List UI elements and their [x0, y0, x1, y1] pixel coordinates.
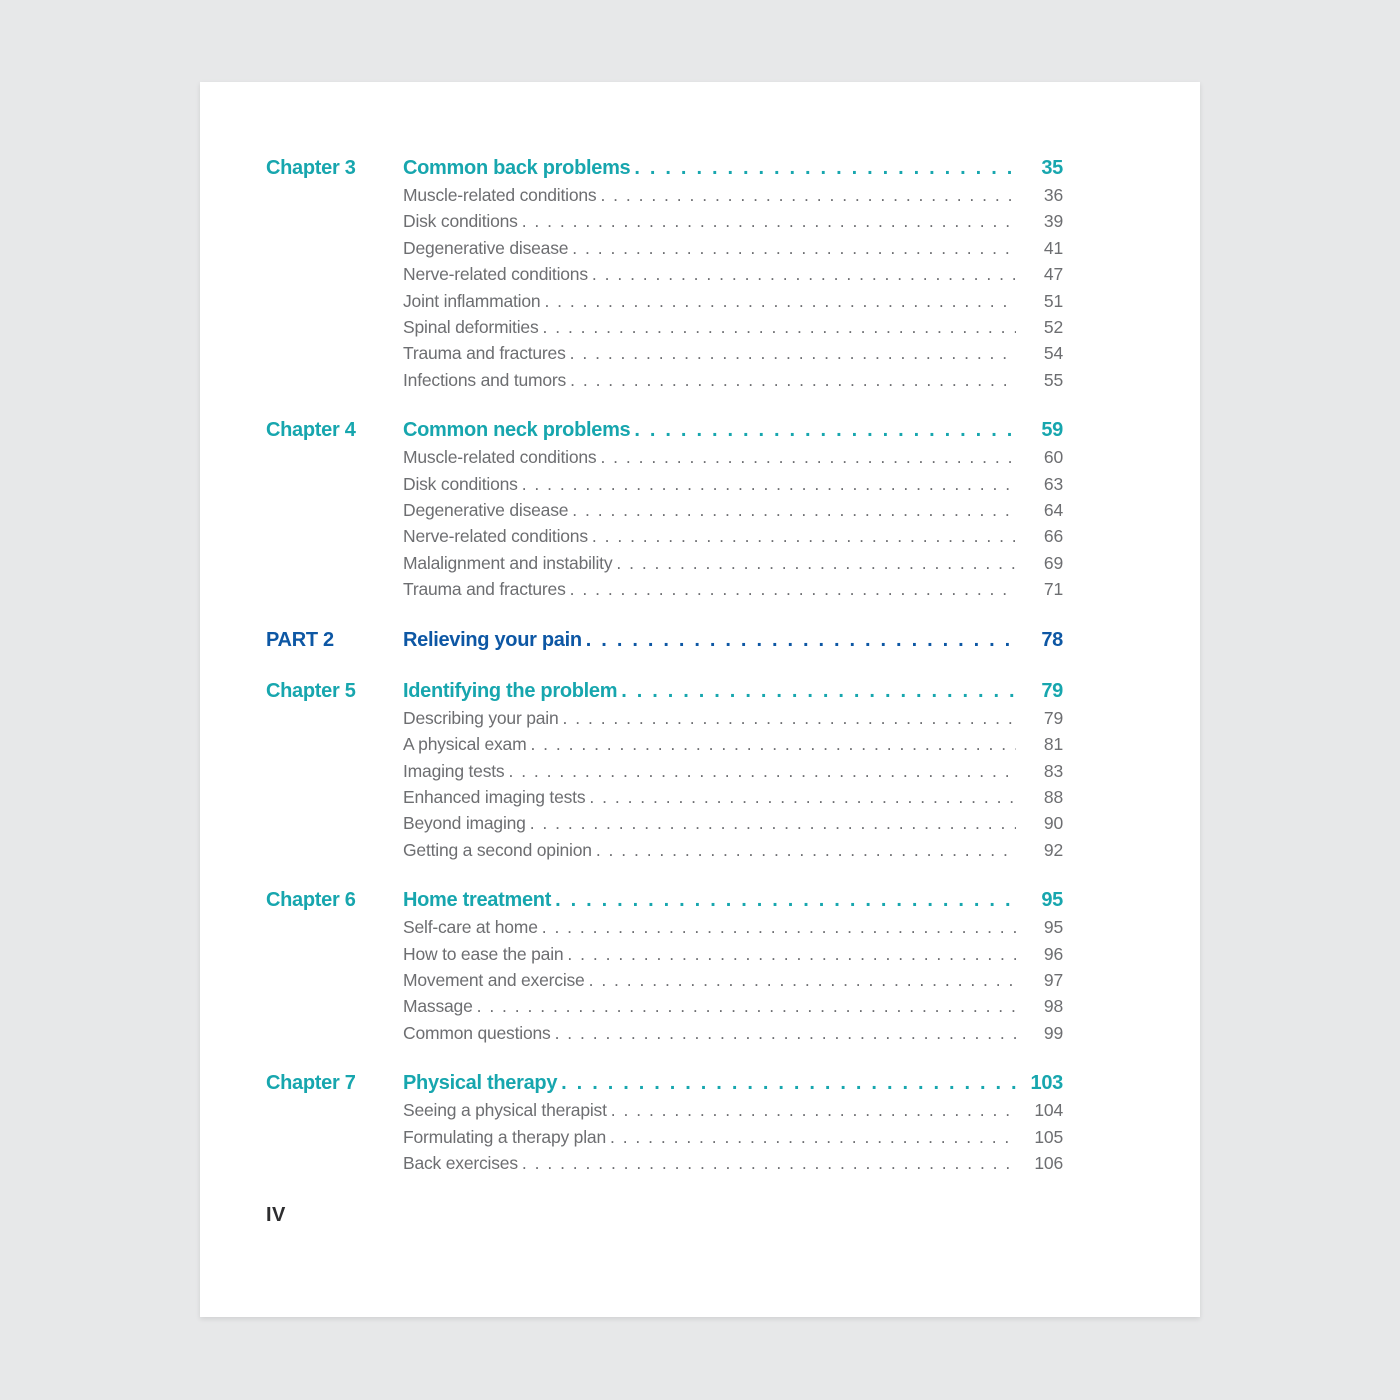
entry-page-number: 39: [1043, 211, 1063, 232]
entry-page-number: 60: [1043, 447, 1063, 468]
dot-leader: [634, 416, 1016, 444]
section-title: Relieving your pain: [403, 628, 582, 651]
toc-entry-row: [266, 1020, 1063, 1046]
section-title: Common neck problems: [403, 419, 631, 442]
dot-leader: [530, 810, 1016, 836]
dot-leader: [589, 967, 1016, 993]
toc-entry-row: [266, 288, 1063, 314]
dot-leader: [543, 314, 1017, 340]
entry-page-number: 54: [1043, 343, 1063, 364]
entry-title: Describing your pain: [403, 707, 559, 728]
entry-title: How to ease the pain: [403, 943, 564, 964]
toc-entry-row: [266, 784, 1063, 810]
dot-leader: [592, 523, 1016, 549]
toc-entry-row: [266, 444, 1063, 470]
dot-leader: [522, 471, 1016, 497]
toc-section-chapter-3: [266, 154, 1063, 393]
section-title: Common back problems: [403, 157, 631, 179]
dot-leader: [592, 261, 1016, 287]
entry-title: Trauma and fractures: [403, 579, 566, 600]
toc-heading-row: [266, 886, 1063, 914]
entry-page-number: 97: [1043, 969, 1063, 990]
dot-leader: [572, 497, 1016, 523]
entry-page-number: 71: [1043, 579, 1063, 600]
entry-page-number: 98: [1043, 996, 1063, 1017]
table-of-contents: [266, 154, 1063, 1176]
toc-section-part-2: [266, 626, 1063, 654]
toc-heading-row: [266, 677, 1063, 705]
entry-page-number: 81: [1043, 734, 1063, 755]
toc-entry-row: [266, 914, 1063, 940]
section-page-number: 35: [1041, 157, 1063, 179]
dot-leader: [611, 1097, 1016, 1123]
toc-heading-row: [266, 626, 1063, 654]
dot-leader: [542, 914, 1016, 940]
toc-entry-row: [266, 340, 1063, 366]
section-page-number: 59: [1041, 419, 1063, 442]
toc-entry-row: [266, 576, 1063, 602]
toc-entry-row: [266, 235, 1063, 261]
entry-title: Movement and exercise: [403, 969, 585, 990]
toc-entry-row: [266, 758, 1063, 784]
toc-entry-row: [266, 471, 1063, 497]
section-title: Identifying the problem: [403, 679, 618, 702]
entry-title: Spinal deformities: [403, 317, 539, 338]
entry-page-number: 64: [1043, 500, 1063, 521]
entry-page-number: 63: [1043, 473, 1063, 494]
toc-entry-row: [266, 941, 1063, 967]
section-label: Chapter 3: [266, 157, 356, 179]
dot-leader: [570, 576, 1016, 602]
dot-leader: [522, 208, 1016, 234]
entry-title: Nerve-related conditions: [403, 526, 588, 547]
dot-leader: [586, 626, 1016, 654]
dot-leader: [567, 941, 1016, 967]
entry-page-number: 69: [1043, 552, 1063, 573]
section-label: Chapter 4: [266, 419, 356, 442]
dot-leader: [589, 784, 1016, 810]
toc-heading-row: [266, 1069, 1063, 1097]
toc-heading-row: [266, 154, 1063, 182]
section-page-number: 103: [1030, 1072, 1063, 1095]
toc-entry-row: [266, 497, 1063, 523]
dot-leader: [634, 154, 1016, 182]
entry-page-number: 106: [1034, 1152, 1063, 1173]
entry-title: Malalignment and instability: [403, 552, 613, 573]
toc-entry-row: [266, 731, 1063, 757]
dot-leader: [561, 1069, 1016, 1097]
entry-page-number: 51: [1043, 290, 1063, 311]
section-page-number: 95: [1041, 889, 1063, 912]
toc-entry-row: [266, 1150, 1063, 1176]
entry-title: Disk conditions: [403, 211, 518, 232]
entry-page-number: 88: [1043, 786, 1063, 807]
entry-title: Joint inflammation: [403, 290, 541, 311]
toc-section-chapter-5: [266, 677, 1063, 863]
toc-page-sheet: [200, 82, 1200, 1317]
entry-title: Self-care at home: [403, 917, 538, 938]
section-page-number: 78: [1041, 628, 1063, 651]
entry-page-number: 90: [1043, 813, 1063, 834]
toc-entry-row: [266, 550, 1063, 576]
dot-leader: [621, 677, 1016, 705]
entry-title: Trauma and fractures: [403, 343, 566, 364]
dot-leader: [555, 886, 1016, 914]
toc-entry-row: [266, 705, 1063, 731]
section-label: PART 2: [266, 628, 334, 651]
toc-entry-row: [266, 314, 1063, 340]
dot-leader: [610, 1124, 1016, 1150]
entry-title: Degenerative disease: [403, 237, 569, 258]
entry-title: Nerve-related conditions: [403, 264, 588, 285]
entry-title: Back exercises: [403, 1152, 518, 1173]
entry-page-number: 47: [1043, 264, 1063, 285]
toc-entry-row: [266, 1097, 1063, 1123]
entry-page-number: 104: [1034, 1100, 1063, 1121]
toc-heading-row: [266, 416, 1063, 444]
section-label: Chapter 7: [266, 1072, 356, 1095]
entry-title: Enhanced imaging tests: [403, 786, 586, 807]
dot-leader: [544, 288, 1016, 314]
dot-leader: [600, 182, 1016, 208]
entry-page-number: 66: [1043, 526, 1063, 547]
section-title: Home treatment: [403, 889, 552, 912]
entry-page-number: 41: [1043, 237, 1063, 258]
section-label: Chapter 6: [266, 889, 356, 912]
section-page-number: 79: [1041, 679, 1063, 702]
toc-entry-row: [266, 993, 1063, 1019]
toc-entry-row: [266, 837, 1063, 863]
section-title: Physical therapy: [403, 1072, 558, 1095]
dot-leader: [522, 1150, 1016, 1176]
entry-page-number: 92: [1043, 839, 1063, 860]
toc-entry-row: [266, 523, 1063, 549]
dot-leader: [616, 550, 1016, 576]
entry-title: A physical exam: [403, 734, 527, 755]
dot-leader: [570, 340, 1016, 366]
entry-page-number: 95: [1043, 917, 1063, 938]
toc-section-chapter-7: [266, 1069, 1063, 1176]
entry-page-number: 83: [1043, 760, 1063, 781]
dot-leader: [508, 758, 1016, 784]
dot-leader: [572, 235, 1016, 261]
dot-leader: [596, 837, 1016, 863]
dot-leader: [600, 444, 1016, 470]
entry-page-number: 52: [1043, 317, 1063, 338]
toc-entry-row: [266, 367, 1063, 393]
section-label: Chapter 5: [266, 679, 356, 702]
entry-title: Imaging tests: [403, 760, 505, 781]
entry-page-number: 105: [1034, 1126, 1063, 1147]
toc-entry-row: [266, 261, 1063, 287]
entry-title: Disk conditions: [403, 473, 518, 494]
entry-title: Seeing a physical therapist: [403, 1100, 607, 1121]
entry-title: Muscle-related conditions: [403, 447, 597, 468]
toc-entry-row: [266, 967, 1063, 993]
entry-title: Getting a second opinion: [403, 839, 592, 860]
dot-leader: [530, 731, 1016, 757]
page-number: IV: [266, 1204, 286, 1226]
toc-entry-row: [266, 810, 1063, 836]
dot-leader: [563, 705, 1016, 731]
toc-entry-row: [266, 182, 1063, 208]
toc-entry-row: [266, 208, 1063, 234]
entry-page-number: 79: [1043, 707, 1063, 728]
dot-leader: [477, 993, 1016, 1019]
dot-leader: [555, 1020, 1016, 1046]
entry-title: Beyond imaging: [403, 813, 526, 834]
entry-title: Massage: [403, 996, 473, 1017]
toc-section-chapter-6: [266, 886, 1063, 1046]
entry-page-number: 36: [1043, 185, 1063, 205]
entry-page-number: 99: [1043, 1022, 1063, 1043]
entry-page-number: 55: [1043, 369, 1063, 390]
toc-section-chapter-4: [266, 416, 1063, 602]
entry-title: Muscle-related conditions: [403, 185, 597, 205]
entry-title: Infections and tumors: [403, 369, 567, 390]
entry-title: Degenerative disease: [403, 500, 569, 521]
entry-page-number: 96: [1043, 943, 1063, 964]
entry-title: Common questions: [403, 1022, 551, 1043]
entry-title: Formulating a therapy plan: [403, 1126, 606, 1147]
dot-leader: [570, 367, 1016, 393]
toc-entry-row: [266, 1124, 1063, 1150]
